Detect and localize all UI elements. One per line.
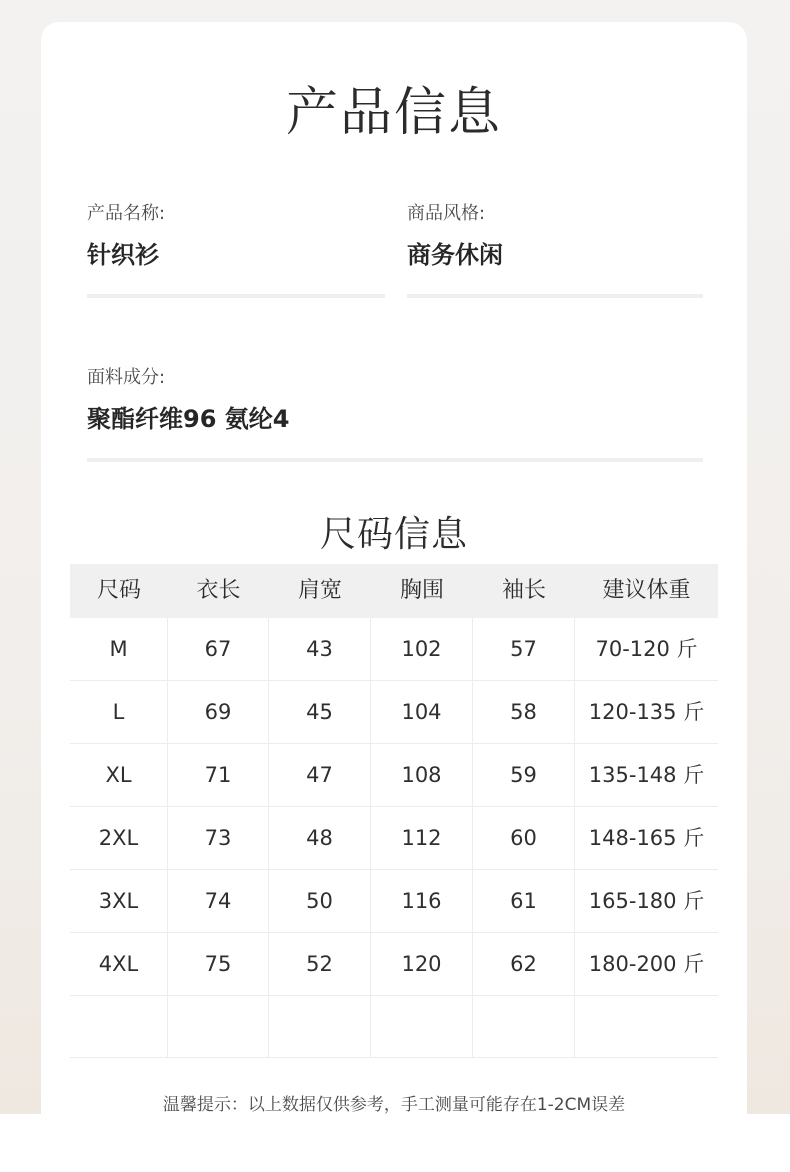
table-cell: 116 [371, 870, 473, 932]
table-cell: L [70, 681, 168, 743]
fabric-composition-label: 面料成分: [87, 367, 166, 388]
table-cell: 60 [473, 807, 575, 869]
table-cell-empty [168, 996, 269, 1057]
table-cell: 148-165 斤 [588, 826, 705, 850]
table-cell: 69 [168, 681, 269, 743]
size-table-body [70, 618, 718, 1058]
table-cell-empty [371, 996, 473, 1057]
table-cell: 3XL [70, 870, 168, 932]
table-cell: 50 [269, 870, 371, 932]
table-cell: 108 [371, 744, 473, 806]
table-cell: 70-120 斤 [595, 637, 698, 661]
table-cell: 57 [473, 618, 575, 680]
table-cell: 43 [269, 618, 371, 680]
size-table-header [70, 564, 718, 618]
table-cell: 48 [269, 807, 371, 869]
table-cell: 104 [371, 681, 473, 743]
table-cell: 62 [473, 933, 575, 995]
table-cell: 112 [371, 807, 473, 869]
column-header-chest: 胸围 [399, 578, 444, 603]
table-cell: 59 [473, 744, 575, 806]
fabric-composition-value: 聚酯纤维96 氨纶4 [87, 405, 290, 433]
table-cell: 165-180 斤 [588, 889, 705, 913]
product-name-field [87, 202, 385, 271]
table-cell: 2XL [70, 807, 168, 869]
table-cell: M [70, 618, 168, 680]
product-name-value: 针织衫 [87, 241, 159, 269]
table-cell: 58 [473, 681, 575, 743]
column-header-sleeve: 袖长 [501, 578, 546, 603]
table-cell: 45 [269, 681, 371, 743]
table-cell: 120 [371, 933, 473, 995]
product-name-divider [87, 294, 385, 298]
product-info-title: 产品信息 [285, 83, 502, 143]
table-cell: 71 [168, 744, 269, 806]
table-row [70, 870, 718, 933]
table-cell: 73 [168, 807, 269, 869]
column-header-weight: 建议体重 [602, 578, 691, 603]
table-cell: 4XL [70, 933, 168, 995]
product-style-value: 商务休闲 [407, 241, 503, 269]
table-row [70, 933, 718, 996]
column-header-size: 尺码 [96, 578, 141, 603]
table-cell: 120-135 斤 [588, 700, 705, 724]
table-cell-empty [70, 996, 168, 1057]
table-cell-empty [269, 996, 371, 1057]
product-info-card [41, 22, 747, 1172]
fabric-composition-field [87, 366, 703, 435]
table-row [70, 681, 718, 744]
table-row-empty [70, 996, 718, 1058]
table-row [70, 807, 718, 870]
table-cell: 67 [168, 618, 269, 680]
table-cell: 75 [168, 933, 269, 995]
table-cell-empty [473, 996, 575, 1057]
table-cell: 180-200 斤 [588, 952, 705, 976]
column-header-shoulder: 肩宽 [297, 578, 342, 603]
fabric-composition-divider [87, 458, 703, 462]
table-row [70, 618, 718, 681]
product-style-field [407, 202, 703, 271]
size-info-title: 尺码信息 [319, 514, 468, 555]
table-cell: 61 [473, 870, 575, 932]
table-row [70, 744, 718, 807]
product-style-divider [407, 294, 703, 298]
column-header-length: 衣长 [196, 578, 241, 603]
table-cell: 47 [269, 744, 371, 806]
table-cell: 74 [168, 870, 269, 932]
product-name-label: 产品名称: [87, 203, 166, 224]
table-cell: 135-148 斤 [588, 763, 705, 787]
size-table [70, 564, 718, 1058]
product-style-label: 商品风格: [407, 203, 486, 224]
measurement-footnote: 温馨提示：以上数据仅供参考，手工测量可能存在1-2CM误差 [162, 1095, 626, 1115]
table-cell-empty [575, 996, 718, 1057]
table-cell: XL [70, 744, 168, 806]
table-cell: 102 [371, 618, 473, 680]
table-cell: 52 [269, 933, 371, 995]
